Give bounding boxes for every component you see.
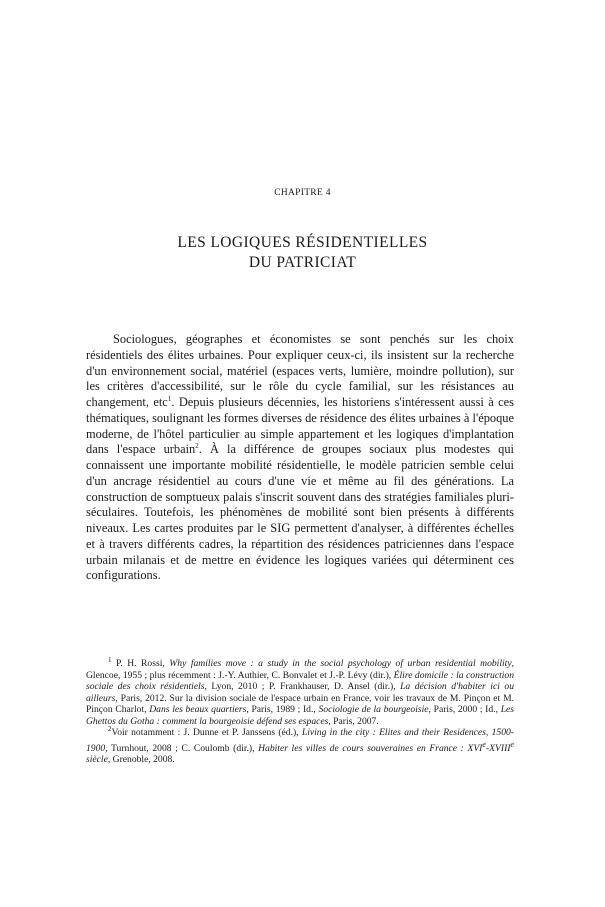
body-text-part-3: . À la différence de groupes sociaux plus modestes qui connaissent une importante mobilité résidentielle, le modèle patricien semble celui d'un ancrage résidentiel au cours d'une vie et même au fil des générations. La construction de somptueux palais s'inscrit souvent dans des stratégies familiales pluri-séculaires. Toutefois, les phénomènes de mobilité sont bien présents à différents niveaux. Les cartes produites par le SIG permettent d'analyser, à différentes échelles et à travers différents cadres, la répartition des résidences patriciennes dans l'espace urbain milanais et de mettre en évidence les logiques variées qui déterminent ces configurations.	[86, 442, 514, 583]
body-text-part-1: Sociologues, géographes et économistes se sont penchés sur les choix résidentiels des élites urbaines. Pour expliquer ceux-ci, ils insistent sur la recherche d'un environnement social, matériel (espaces verts, lumière, moindre pollution), sur les critères d'accessibilité, sur le rôle du cycle familial, sur les résistances au changement, etc	[86, 332, 514, 409]
body-paragraph	[86, 332, 514, 584]
footnote-text: , Paris, 1989 ; Id.,	[246, 704, 319, 715]
footnote-title-part: siècle	[86, 754, 108, 766]
footnote-title-part: -XVIII	[485, 742, 511, 754]
footnote-title: Why families move : a study in the social psychology of urban residential mobility	[169, 658, 512, 669]
footnote-title: Dans les beaux quartiers	[149, 704, 247, 715]
footnote-text: , Grenoble, 2008.	[107, 754, 175, 766]
body-text-part-2: . Depuis plusieurs décennies, les historiens s'intéressent aussi à ces thématiques, soulignant les formes diverses de résidence des élites urbaines à l'époque moderne, de l'hôtel particulier au simple appartement et les logiques d'implantation dans l'espace urbain	[86, 395, 514, 457]
footnote-title-part: Habiter les villes de cours souveraines en France : XVI	[258, 742, 483, 754]
footnote-title: Les Ghettos du Gotha : comment la bourgeoisie défend ses espaces	[86, 704, 515, 727]
footnote-number: 1	[108, 655, 112, 664]
footnote-text: , Paris, 2000 ; Id.,	[428, 704, 501, 715]
footnotes	[86, 655, 515, 766]
century-superscript: e	[482, 739, 486, 749]
footnote-text: , Paris, 2012. Sur la division sociale de l'espace urbain en France, voir les travaux de M. Pinçon et M. Pinçon Charlot,	[86, 692, 514, 715]
footnote-number: 2	[108, 724, 112, 733]
footnote-2	[86, 724, 515, 766]
chapter-label: CHAPITRE 4	[274, 188, 331, 198]
footnote-text: P. H. Rossi,	[116, 658, 170, 669]
footnote-title: Élire domicile : la construction sociale des choix résidentiels	[86, 669, 514, 692]
footnote-text: , Glencoe, 1955 ; plus récemment : J.-Y. Authier, C. Bonvalet et J.-P. Lévy (dir.),	[86, 658, 514, 681]
footnote-text: Voir notamment : J. Dunne et P. Janssens (éd.),	[111, 727, 302, 738]
footnote-ref-2[interactable]: 2	[195, 442, 199, 451]
chapter-title	[0, 233, 605, 273]
footnote-1	[86, 655, 515, 727]
footnote-title: Sociologie de la bourgeoisie	[318, 704, 429, 715]
footnote-title: Living in the city : Elites and their Residences, 1500-1900	[86, 727, 514, 754]
chapter-title-line-1: LES LOGIQUES RÉSIDENTIELLES	[177, 234, 428, 251]
footnote-text: , Lyon, 2010 ; P. Frankhauser, D. Ansel (dir.),	[204, 681, 401, 692]
footnote-text: , Turnhout, 2008 ; C. Coulomb (dir.),	[105, 742, 259, 754]
footnote-ref-1[interactable]: 1	[167, 394, 172, 403]
footnote-text: , Paris, 2007.	[328, 715, 379, 727]
footnote-title: La décision d'habiter ici ou ailleurs	[86, 681, 514, 704]
chapter-title-line-2: DU PATRICIAT	[248, 254, 357, 271]
century-superscript: e	[510, 739, 515, 749]
